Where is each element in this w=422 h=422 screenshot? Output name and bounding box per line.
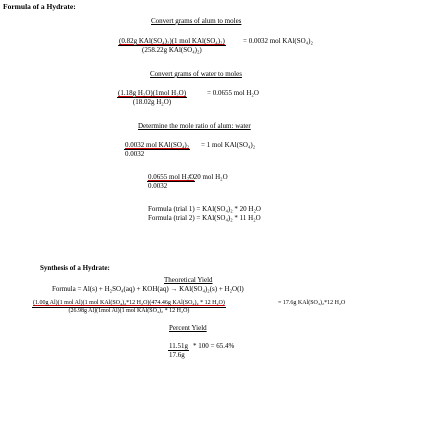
convert-alum-title: Convert grams of alum to moles xyxy=(151,17,242,25)
formula-trial-2: Formula (trial 2) = KAl(SO₄)₂ * 11 H₂O xyxy=(148,214,261,222)
water-moles-calculation xyxy=(117,89,187,106)
reaction-equation: Formula = Al(s) + H₂SO₄(aq) + KOH(aq) → KAl(SO₄)₂(s) + H₂O(l) xyxy=(52,285,244,293)
percent-calc-result: * 100 = 65.4% xyxy=(193,342,235,350)
heading-formula-of-hydrate: Formula of a Hydrate: xyxy=(3,2,76,11)
percent-calc-numerator: 11.51g xyxy=(169,342,188,350)
theoretical-yield-title: Theoretical Yield xyxy=(164,276,213,284)
alum-calc-result: = 0.0032 mol KAl(SO₄)₂ xyxy=(243,37,313,45)
convert-water-title: Convert grams of water to moles xyxy=(150,70,242,78)
ratio-alum-result: = 1 mol KAl(SO₄)₂ xyxy=(201,141,256,149)
alum-calc-numerator: (0.82g KAl(SO₄)₂)(1 mol KAl(SO₄)₂) xyxy=(119,37,225,45)
theoretical-yield-calculation xyxy=(32,300,226,315)
alum-moles-calculation xyxy=(118,37,226,54)
ratio-alum-calculation xyxy=(124,141,190,158)
heading-synthesis-of-hydrate: Synthesis of a Hydrate: xyxy=(40,264,110,272)
percent-yield-title: Percent Yield xyxy=(169,324,207,332)
ratio-alum-denominator: 0.0032 xyxy=(125,150,145,159)
ratio-water-denominator: 0.0032 xyxy=(148,182,168,191)
water-calc-denominator: (18.02g H₂O) xyxy=(132,98,172,107)
alum-calc-denominator: (258.22g KAl(SO₄)₂) xyxy=(142,46,202,55)
yield-calc-denominator: (26.98g Al)(1mol Al)(1 mol KAl(SO₄)₂ * 12 H₂O) xyxy=(68,307,190,314)
mole-ratio-title: Determine the mole ratio of alum: water xyxy=(138,122,251,130)
ratio-alum-numerator: 0.0032 mol KAl(SO₄)₂ xyxy=(125,141,190,149)
percent-yield-calculation xyxy=(168,342,189,359)
yield-calc-numerator: (1.00g Al)(1 mol Al)(1 mol KAl(SO₄)₂*12 H₂O)(474.46g KAl(SO₄)₂ * 12 H₂O) xyxy=(33,300,225,306)
percent-calc-denominator: 17.6g xyxy=(169,351,185,360)
water-calc-result: = 0.0655 mol H₂O xyxy=(207,89,259,97)
ratio-water-result: = 20 mol H₂O xyxy=(188,173,228,181)
formula-trial-1: Formula (trial 1) = KAl(SO₄)₂ * 20 H₂O xyxy=(148,205,261,213)
water-calc-numerator: (1.18g H₂O)(1mol H₂O) xyxy=(118,89,187,97)
yield-calc-result: = 17.6g KAl(SO₄)₂*12 H₂O xyxy=(278,300,346,306)
ratio-water-numerator: 0.0655 mol H₂O xyxy=(148,173,195,181)
